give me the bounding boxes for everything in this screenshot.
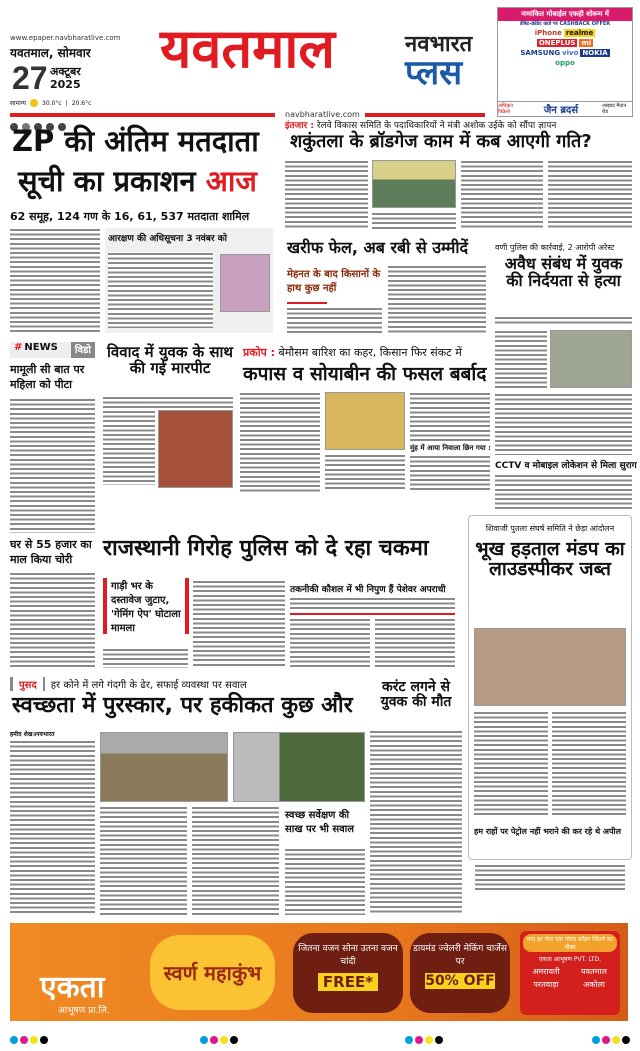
temp-max: 30.0°c [42, 99, 62, 107]
date-year: 2025 [50, 78, 81, 91]
jewellery-ad[interactable] [10, 923, 628, 1021]
ad-contact [520, 931, 620, 1015]
ad-offer2 [410, 933, 510, 1013]
weather: सामान्य 30.0°c | 20.6°c [10, 99, 92, 107]
garbage-photo-2 [233, 732, 365, 802]
city-day: यवतमाल, सोमवार [10, 46, 91, 60]
masthead-brand-bottom: प्लस [405, 53, 463, 93]
date-day: 27 [12, 60, 48, 96]
rajasthani-side-box: गाड़ी भर के दस्तावेज जुटाए, 'गेमिंग ऐप' घोटाला मामला [103, 578, 189, 634]
brand-mi: mi [581, 39, 592, 47]
kharif-headline: खरीफ फेल, अब रबी से उम्मीदें [287, 238, 468, 257]
building-photo [220, 254, 270, 312]
wani-kicker: वणी पुलिस की कार्रवाई, 2 आरोपी अरेस्ट [495, 243, 615, 252]
prakop-inline-head: मुंह में आया निवाला छिन गया : [410, 444, 491, 452]
masthead-brand-top: नवभारत [405, 32, 473, 57]
website[interactable]: www.epaper.navbharatlive.com [10, 34, 121, 42]
offer2-badge: 50% OFF [425, 973, 495, 989]
branch: परतवाड़ा [533, 980, 559, 989]
ad-brand: एकता [40, 970, 105, 1005]
pusad-place: पुसद [19, 680, 37, 691]
brand-vivo: vivo [562, 49, 579, 57]
shivaji-quote-head: हम राहों पर पेट्रोल नहीं भराने की कर रहे थे अपील [474, 827, 622, 836]
shakuntala-headline: शकुंतला के ब्रॉडगेज काम में कब आएगी गति? [290, 131, 592, 152]
dealer-address: आझाद मैदान रोड [602, 103, 627, 115]
pusad-byline: हमीद शेख॥नवभारत [10, 731, 55, 738]
cotton-photo [325, 392, 405, 450]
dealer-label: अधिकृत विक्रेता [498, 103, 513, 115]
brand-iphone: iPhone [534, 29, 562, 37]
shivaji-box [468, 515, 632, 860]
shivaji-kicker: शिवाजी पुतला संघर्ष समिति ने छेड़ा आंदोलन [485, 524, 615, 533]
ad-title: नामांकित मोबाईल एकही शोरूम में [498, 8, 632, 21]
wani-subhead: CCTV व मोबाइल लोकेशन से मिला सुराग [495, 461, 637, 471]
brand-oppo: oppo [555, 59, 575, 67]
pusad-kicker-text: हर कोने में लगे गंदगी के ढेर, सफाई व्यवस्था पर सवाल [43, 677, 247, 691]
offer1-badge: FREE* [318, 973, 378, 991]
prakop-headline: कपास व सोयाबीन की फसल बर्बाद [243, 363, 487, 385]
current-headline: करंट लगने से युवक की मौत [380, 679, 452, 710]
shivaji-headline: भूख हड़ताल मंडप का लाउडस्पीकर जब्त [475, 538, 625, 580]
zp-headline-line1: ZP की अंतिम मतदाता [12, 124, 259, 158]
brand-realme: realme [565, 29, 594, 37]
news-tag [10, 342, 95, 358]
temp-min: 20.6°c [71, 99, 92, 107]
news-item-1: मामूली सी बात पर महिला को पीटा [10, 363, 85, 391]
branch: अमरावती [532, 967, 560, 976]
zp-headline-line2: सूची का प्रकाशन [18, 164, 196, 198]
kharif-subhead: मेहनत के बाद किसानों के हाथ कुछ नहीं [287, 269, 381, 294]
branch: यवतमाल [581, 967, 607, 976]
pusad-headline: स्वच्छता में पुरस्कार, पर हकीकत कुछ और [12, 693, 353, 718]
ad-brand-sub: आभूषण प्रा.लि. [58, 1006, 110, 1016]
date-month: अक्टूबर [50, 65, 81, 78]
brand-nokia: NOKIA [582, 49, 608, 57]
prakop-kicker: प्रकोप : [243, 346, 276, 359]
masthead-title: यवतमाल [160, 17, 336, 80]
ad-company: एकता आभूषण PVT. LTD. [538, 956, 602, 963]
registration-marks-4 [592, 1029, 632, 1048]
offer1-text: जितना वजन सोना उतना वजन चांदी [298, 944, 398, 967]
ad-contest: पाए हर रोज एक गोल्ड कॉइन जिंतने का मौका [523, 934, 617, 952]
vivad-headline: विवाद में युवक के साथ की गई मारपीट [107, 343, 233, 377]
registration-marks-1 [10, 1029, 50, 1048]
brand-samsung: SAMSUNG [520, 49, 561, 57]
news-tag-label: NEWS [24, 342, 58, 353]
protest-photo [474, 628, 626, 706]
hash-icon: # [14, 342, 23, 353]
rajasthani-headline: राजस्थानी गिरोह पुलिस को दे रहा चकमा [103, 536, 429, 561]
zp-headline-accent: आज [205, 164, 257, 198]
zp-subhead: 62 समूह, 124 गण के 16, 61, 537 मतदाता शामिल [10, 210, 250, 223]
brand-list [498, 27, 632, 69]
ad-event: स्वर्ण महाकुंभ [150, 935, 275, 1010]
registration-marks-3 [405, 1029, 445, 1048]
branch: अकोला [583, 980, 605, 989]
zp-box [105, 228, 273, 333]
pusad-sub2: स्वच्छ सर्वेक्षण की साख पर भी सवाल [285, 810, 355, 835]
prakop-kicker-text: बेमौसम बारिश का कहर, किसान फिर संकट में [278, 346, 462, 359]
garbage-photo-1 [100, 732, 228, 802]
arrested-photo [550, 330, 632, 388]
shakuntala-kicker-text: रेलवे विकास समिति के पदाधिकारियों ने मंत्री अशोक उईके को सौंपा ज्ञापन [316, 121, 557, 131]
registration-marks-2 [200, 1029, 240, 1048]
rajasthani-subhead: तकनीकी कौशल में भी निपुण हैं पेशेवर अपराधी [290, 585, 446, 595]
ad-offer1 [293, 933, 403, 1013]
weather-icon [30, 99, 38, 107]
brand-oneplus: ONEPLUS [538, 39, 576, 47]
train-photo [372, 160, 456, 208]
weather-label: सामान्य [10, 100, 27, 107]
assault-photo [158, 410, 233, 488]
wani-headline: अवैध संबंध में युवक की निर्दयता से हत्या [504, 254, 623, 290]
dealer-name: जैन ब्रदर्स [543, 105, 579, 116]
site-url[interactable]: navbharatlive.com [285, 110, 360, 119]
news-tag-secondary: विडो [71, 342, 95, 358]
zp-box-title: आरक्षण की अधिसूचना 3 नवंबर को [108, 234, 227, 244]
news-item-2: घर से 55 हजार का माल किया चोरी [10, 538, 92, 566]
offer2-text: डायमंड ज्वेलरी मेकिंग चार्जेस पर [413, 944, 507, 967]
shakuntala-kicker: इंतजार : [285, 121, 314, 131]
ad-cashback: डेबिट-क्रेडिट कार्ड पर CASHBACK OFFER [519, 21, 611, 27]
mobile-ad[interactable] [497, 7, 633, 117]
